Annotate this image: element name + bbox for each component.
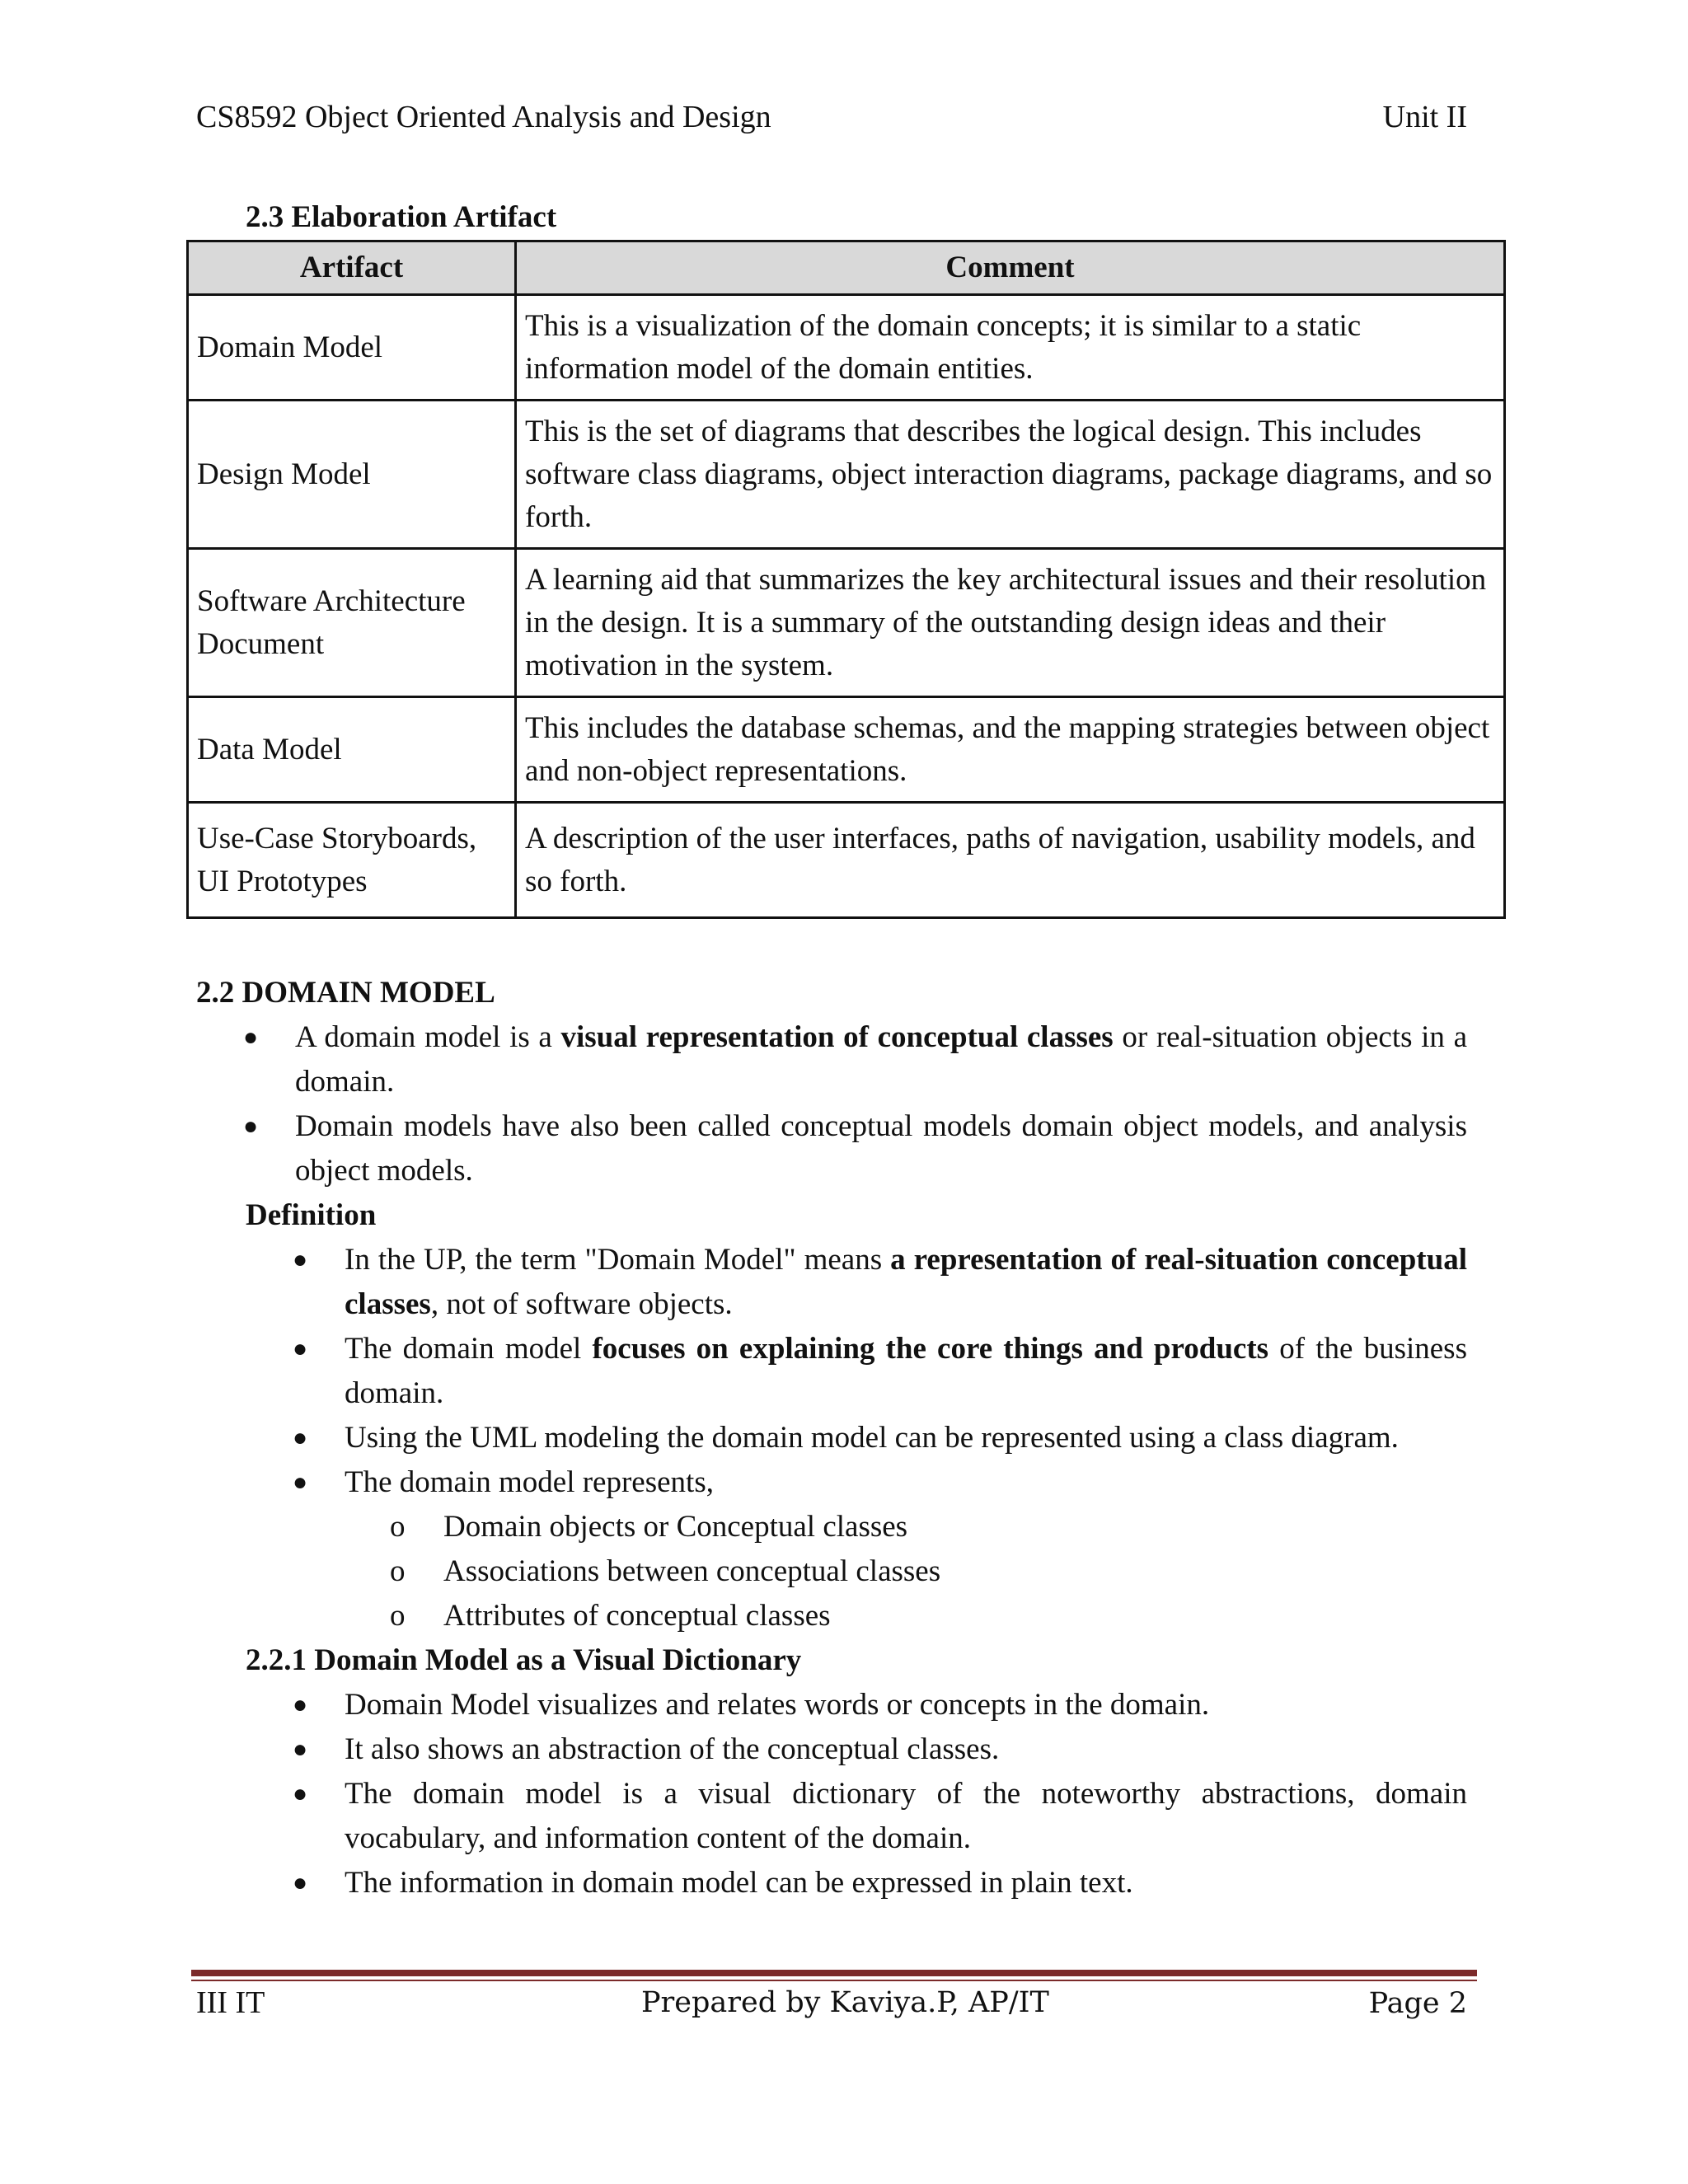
comment-cell: This is a visualization of the domain concepts; it is similar to a static information model of the domain entities.: [516, 295, 1505, 401]
list-item: ● The domain model is a visual dictionary of the noteworthy abstractions, domain vocabulary, and information content of the domain.: [196, 1772, 1467, 1861]
bullet-icon: ●: [293, 1736, 308, 1763]
column-header-comment: Comment: [516, 241, 1505, 295]
table-section-title: 2.3 Elaboration Artifact: [246, 200, 557, 234]
page-header: [196, 97, 1467, 137]
circle-bullet-icon: o: [390, 1554, 406, 1588]
page-footer: [196, 1978, 1467, 2028]
list-item: ● Using the UML modeling the domain model can be represented using a class diagram.: [196, 1416, 1467, 1460]
table-row: [188, 549, 1505, 697]
circle-bullet-icon: o: [390, 1599, 406, 1633]
circle-bullet-icon: o: [390, 1510, 406, 1544]
comment-cell: This is the set of diagrams that describes the logical design. This includes software class diagrams, object interaction diagrams, package diagrams, and so forth.: [516, 401, 1505, 549]
list-item: o Attributes of conceptual classes: [196, 1594, 1467, 1638]
list-item: ● A domain model is a visual representation of conceptual classes or real-situation objects in a domain.: [196, 1015, 1467, 1104]
table-row: [188, 803, 1505, 918]
artifact-cell: Design Model: [188, 401, 516, 549]
comment-cell: A description of the user interfaces, paths of navigation, usability models, and so forth.: [516, 803, 1505, 918]
bullet-icon: ●: [243, 1113, 259, 1140]
table-header-row: [188, 241, 1505, 295]
intro-bullet-list: [196, 1015, 1467, 1193]
list-item: ● Domain Model visualizes and relates words or concepts in the domain.: [196, 1683, 1467, 1727]
bullet-icon: ●: [243, 1024, 259, 1051]
list-item: ● In the UP, the term "Domain Model" means a representation of real-situation conceptual classes, not of software objects.: [196, 1238, 1467, 1327]
footer-divider-thick: [191, 1970, 1477, 1976]
bullet-icon: ●: [293, 1780, 308, 1807]
represents-sub-list: [196, 1505, 1467, 1638]
artifact-cell: Data Model: [188, 697, 516, 803]
list-item: o Associations between conceptual classes: [196, 1549, 1467, 1594]
list-item: ● It also shows an abstraction of the conceptual classes.: [196, 1727, 1467, 1772]
footer-class: III IT: [196, 1985, 265, 2020]
list-item: ● The domain model represents,: [196, 1460, 1467, 1505]
artifact-cell: Domain Model: [188, 295, 516, 401]
comment-cell: This includes the database schemas, and the mapping strategies between object and non-object representations.: [516, 697, 1505, 803]
bullet-icon: ●: [293, 1246, 308, 1273]
section-heading: 2.2 DOMAIN MODEL: [196, 976, 495, 1010]
comment-cell: A learning aid that summarizes the key architectural issues and their resolution in the design. It is a summary of the outstanding design ideas and their motivation in the system.: [516, 549, 1505, 697]
bullet-icon: ●: [293, 1424, 308, 1451]
definition-bullet-list: [196, 1238, 1467, 1505]
list-item: ● The domain model focuses on explaining the core things and products of the business domain.: [196, 1327, 1467, 1416]
bullet-icon: ●: [293, 1469, 308, 1496]
bullet-icon: ●: [293, 1869, 308, 1896]
artifact-cell: Use-Case Storyboards, UI Prototypes: [188, 803, 516, 918]
list-item: o Domain objects or Conceptual classes: [196, 1505, 1467, 1549]
table-row: [188, 401, 1505, 549]
table-row: [188, 697, 1505, 803]
domain-model-section: [196, 971, 1467, 1905]
artifact-cell: Software Architecture Document: [188, 549, 516, 697]
visual-dictionary-bullet-list: [196, 1683, 1467, 1905]
list-item: ● Domain models have also been called conceptual models domain object models, and analysis object models.: [196, 1104, 1467, 1193]
elaboration-artifact-table: [186, 240, 1506, 919]
list-item: ● The information in domain model can be expressed in plain text.: [196, 1861, 1467, 1905]
unit-label: Unit II: [1382, 100, 1467, 134]
definition-heading: Definition: [246, 1198, 377, 1232]
course-title: CS8592 Object Oriented Analysis and Design: [196, 100, 771, 134]
page-number: Page 2: [1368, 1987, 1467, 2020]
bullet-icon: ●: [293, 1335, 308, 1362]
table-row: [188, 295, 1505, 401]
bullet-icon: ●: [293, 1691, 308, 1718]
subsection-heading: 2.2.1 Domain Model as a Visual Dictionary: [246, 1643, 802, 1677]
column-header-artifact: Artifact: [188, 241, 516, 295]
footer-author: Prepared by Kaviya.P, AP/IT: [641, 1986, 1049, 2019]
